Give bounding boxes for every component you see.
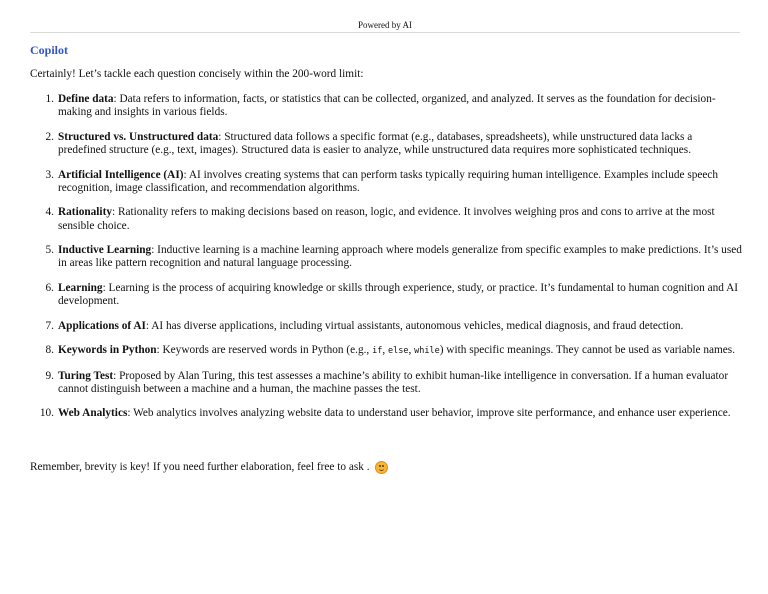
list-item <box>30 93 742 120</box>
header-divider <box>30 32 740 33</box>
item-term: Keywords in Python <box>58 344 157 357</box>
smiling-face-icon <box>375 461 388 474</box>
item-term: Web Analytics <box>58 407 128 420</box>
code-keyword-while: while <box>414 346 440 357</box>
item-separator: , <box>408 344 415 357</box>
copilot-title: Copilot <box>30 43 69 57</box>
item-text: : Data refers to information, facts, or statistics that can be collected, organized, and analyzed. It serves as the foundation for decision-making and insights in various fields. <box>58 93 716 119</box>
item-text: : Inductive learning is a machine learning approach where models generalize from specific examples to make predictions. It’s used in areas like pattern recognition and natural language processing. <box>58 244 742 270</box>
closing-text: Remember, brevity is key! If you need further elaboration, feel free to ask . <box>30 461 370 473</box>
item-term: Define data <box>58 93 114 105</box>
intro-text: Certainly! Let’s tackle each question concisely within the 200-word limit: <box>30 68 364 80</box>
item-separator: , <box>382 344 388 357</box>
item-number: 3. <box>45 168 54 181</box>
item-text: : Web analytics involves analyzing website data to understand user behavior, improve site performance, and enhance user experience. <box>127 407 731 420</box>
item-number: 9. <box>45 369 54 382</box>
item-number: 10. <box>39 407 54 420</box>
item-text: : AI involves creating systems that can perform tasks typically requiring human intelligence. Examples include speech recognition, image classification, and recommendation algorithms. <box>58 168 719 194</box>
answer-list <box>30 93 742 432</box>
list-item <box>30 320 742 333</box>
item-number: 4. <box>45 206 54 219</box>
item-number: 5. <box>45 244 54 257</box>
item-text: : Rationality refers to making decisions based on reason, logic, and evidence. It involves weighing pros and cons to arrive at the most sensible choice. <box>58 206 715 232</box>
list-item <box>30 206 742 233</box>
item-text: : Structured data follows a specific format (e.g., databases, spreadsheets), while unstructured data lacks a predefined structure (e.g., text, images). Structured data is easier to analyze, while unstructured data requires more sophisticated techniques. <box>58 130 693 157</box>
item-term: Applications of AI <box>58 319 146 332</box>
item-term: Learning <box>58 281 103 294</box>
item-text: : Learning is the process of acquiring knowledge or skills through experience, study, or practice. It’s fundamental to human cognition and AI development. <box>58 281 739 308</box>
list-item <box>30 169 742 196</box>
item-term: Artificial Intelligence (AI) <box>58 168 184 181</box>
item-number: 2. <box>45 130 54 143</box>
list-item <box>30 407 742 420</box>
item-text: : Keywords are reserved words in Python (e.g., <box>156 344 373 357</box>
closing-text-row <box>30 459 388 475</box>
item-text: : AI has diverse applications, including virtual assistants, autonomous vehicles, medical diagnosis, and fraud detection. <box>145 319 684 332</box>
item-number: 6. <box>45 281 54 294</box>
item-number: 7. <box>45 319 54 332</box>
item-term: Structured vs. Unstructured data <box>58 130 219 143</box>
list-item <box>30 244 742 271</box>
powered-by-header: Powered by AI <box>358 20 412 30</box>
code-keyword-if: if <box>372 346 383 357</box>
item-term: Rationality <box>58 206 112 219</box>
item-text: ) with specific meanings. They cannot be used as variable names. <box>439 344 736 357</box>
list-item <box>30 131 742 158</box>
list-item <box>30 344 742 358</box>
item-number: 1. <box>45 93 54 105</box>
item-text: : Proposed by Alan Turing, this test assesses a machine’s ability to exhibit human-like intelligence in conversation. If a human evaluator cannot distinguish between a machine and a human, the machine passes the test. <box>58 369 729 395</box>
code-keyword-else: else <box>387 346 409 357</box>
item-term: Turing Test <box>58 369 114 382</box>
item-term: Inductive Learning <box>58 244 152 257</box>
list-item <box>30 282 742 309</box>
item-number: 8. <box>45 344 54 357</box>
list-item <box>30 370 742 397</box>
smile-mouth <box>379 467 384 471</box>
